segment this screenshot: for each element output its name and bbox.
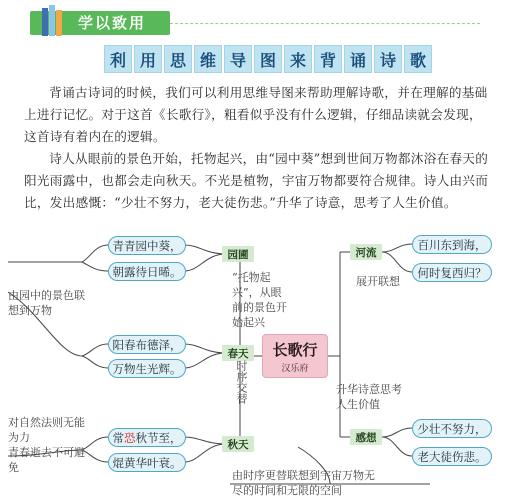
poem-line-r4: 老大徒伤悲。 <box>412 447 492 466</box>
header-divider <box>170 23 480 24</box>
title-char: 用 <box>134 45 162 73</box>
poem-line-3: 阳春布德泽， <box>108 335 186 354</box>
title-char: 诗 <box>374 45 402 73</box>
poem-line-5 <box>108 428 186 447</box>
intro-paragraph: 背诵古诗词的时候，我们可以利用思维导图来帮助理解诗歌，并在理解的基础上进行记忆。对于这首《长歌行》，粗看似乎没有什么逻辑，仔细品读就会发现，这首诗有着内在的逻辑。 <box>24 85 488 144</box>
poem-line-5-pre: 常 <box>112 430 124 445</box>
note-shengua: 升华诗意思考人生价值 <box>336 383 402 411</box>
analysis-paragraph: 诗人从眼前的景色开始，托物起兴，由“园中葵”想到世间万物都沐浴在春天的阳光雨露中，也都会走向秋天。不光是植物，宇宙万物都要符合规律。诗人由兴而比，发出感慨：“少壮不努力，老大徒伤悲。”升华了诗意，思考了人生价值。 <box>24 151 489 210</box>
books-icon <box>38 2 68 40</box>
title-char: 维 <box>194 45 222 73</box>
poem-line-6: 焜黄华叶衰。 <box>108 453 186 472</box>
poem-line-5-post: 秋节至， <box>135 430 182 445</box>
title-char: 利 <box>104 45 132 73</box>
title-char: 背 <box>314 45 342 73</box>
title-char: 来 <box>284 45 312 73</box>
center-node <box>262 334 328 378</box>
tag-chuntian: 春天 <box>222 345 254 361</box>
note-lianxiang: 展开联想 <box>356 275 400 288</box>
title-char: 导 <box>224 45 252 73</box>
title-char: 歌 <box>404 45 432 73</box>
tag-ganxiang: 感想 <box>350 429 382 445</box>
note-bottom: 由时序更替联想到宇宙万物无尽的时间和无限的空间 <box>232 469 375 497</box>
note-shixu: 时序交替 <box>235 360 248 404</box>
poem-line-r2: 何时复西归？ <box>412 263 492 282</box>
poem-line-r3: 少壮不努力， <box>412 419 492 438</box>
note-garden: 由园中的景色联想到万物 <box>8 289 85 317</box>
title-char: 思 <box>164 45 192 73</box>
mind-map <box>0 232 508 503</box>
poem-line-4: 万物生光辉。 <box>108 359 186 378</box>
poem-line-2: 朝露待日晞。 <box>108 262 186 281</box>
tag-qiutian: 秋天 <box>222 436 254 452</box>
page-title <box>104 45 432 75</box>
poem-line-5-highlight: 恐 <box>124 430 136 445</box>
center-subtitle: 汉乐府 <box>281 363 309 374</box>
note-youth: 青春逝去不可避免 <box>8 446 85 474</box>
poem-line-r1: 百川东到海， <box>412 235 492 254</box>
center-title: 长歌行 <box>272 340 318 359</box>
section-label: 学以致用 <box>78 14 147 32</box>
note-nature: 对自然法则无能为力 <box>8 416 85 444</box>
title-char: 诵 <box>344 45 372 73</box>
tag-heliu: 河流 <box>350 244 382 260</box>
title-char: 图 <box>254 45 282 73</box>
tag-yuanpu: 园圃 <box>222 246 254 262</box>
poem-line-1: 青青园中葵， <box>108 236 186 255</box>
note-tuowu: “托物起兴”，从眼前的景色开始起兴 <box>232 271 287 329</box>
